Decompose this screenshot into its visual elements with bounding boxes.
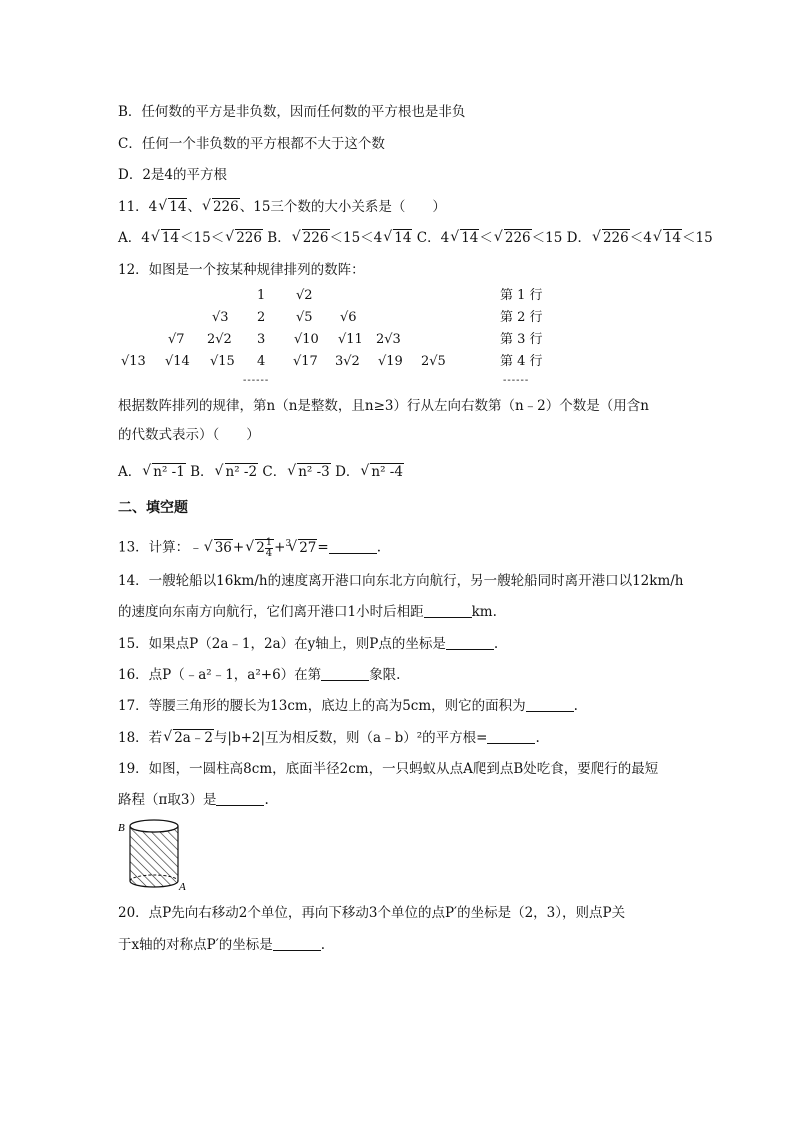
q17: 17．等腰三角形的腰长为13cm，底边上的高为5cm，则它的面积为 . bbox=[118, 698, 578, 714]
q12-rule-line1: 根据数阵排列的规律，第n（n是整数，且n≥3）行从左向右数第（n﹣2）个数是（用含n bbox=[118, 398, 649, 414]
q12-stem: 12．如图是一个按某种规律排列的数阵： bbox=[118, 262, 365, 278]
matrix-cell: 4 bbox=[257, 354, 266, 369]
point-b-label: B bbox=[118, 822, 125, 834]
matrix-row-label: 第 2 行 bbox=[500, 310, 543, 325]
answer-blank[interactable] bbox=[446, 635, 494, 650]
answer-blank[interactable] bbox=[273, 936, 321, 951]
matrix-cell: √13 bbox=[121, 354, 146, 369]
q10-option-d: D．2是4的平方根 bbox=[118, 167, 228, 183]
matrix-cell: √10 bbox=[294, 332, 319, 347]
sqrt-14: √ 14 bbox=[158, 197, 187, 217]
matrix-cell: 2√5 bbox=[421, 354, 446, 369]
matrix-cell: √6 bbox=[340, 310, 357, 325]
q11-options: A．4√ 14＜15＜√ 226 B．√ 226＜15＜4√ 14 C．4√ 14＜√ 226＜15 D．√ 226＜4√ 14＜15 bbox=[118, 228, 713, 248]
matrix-cell: 2√3 bbox=[376, 332, 401, 347]
sqrt-226: √ 226 bbox=[202, 197, 240, 217]
answer-blank[interactable] bbox=[321, 666, 369, 681]
q20-line1: 20．点P先向右移动2个单位，再向下移动3个单位的点P′的坐标是（2，3），则点P关 bbox=[118, 905, 626, 921]
matrix-cell: √11 bbox=[338, 332, 363, 347]
matrix-row-label: 第 4 行 bbox=[500, 354, 543, 369]
matrix-ellipsis: ------ bbox=[243, 375, 270, 386]
matrix-cell: √7 bbox=[168, 332, 185, 347]
answer-blank[interactable] bbox=[487, 729, 535, 744]
q20-line2: 于x轴的对称点P′的坐标是 . bbox=[118, 937, 326, 953]
answer-blank[interactable] bbox=[424, 603, 472, 618]
q13: 13．计算：﹣√ 36+√ 2 $\frac{1}{4}$ +$^3$√ 27= . bbox=[118, 534, 381, 559]
q15: 15．如果点P（2a﹣1，2a）在y轴上，则P点的坐标是 . bbox=[118, 636, 499, 652]
matrix-cell: 1 bbox=[257, 288, 266, 303]
section-title-fill-in: 二、填空题 bbox=[118, 500, 188, 516]
q12-rule-line2: 的代数式表示）（ ） bbox=[118, 427, 260, 443]
matrix-cell: √19 bbox=[378, 354, 403, 369]
matrix-row-label: 第 1 行 bbox=[500, 288, 543, 303]
q18: 18．若√ 2a﹣2与|b+2|互为相反数，则（a﹣b）²的平方根= . bbox=[118, 728, 540, 748]
q10-option-b: B．任何数的平方是非负数，因而任何数的平方根也是非负 bbox=[118, 104, 466, 120]
matrix-cell: 3√2 bbox=[335, 354, 360, 369]
point-a-label: A bbox=[179, 881, 186, 893]
q10-option-c: C．任何一个非负数的平方根都不大于这个数 bbox=[118, 136, 385, 152]
matrix-cell: 2√2 bbox=[207, 332, 232, 347]
answer-blank[interactable] bbox=[329, 539, 377, 554]
matrix-cell: √5 bbox=[296, 310, 313, 325]
matrix-cell: √3 bbox=[212, 310, 229, 325]
matrix-cell: √2 bbox=[296, 288, 313, 303]
answer-blank[interactable] bbox=[216, 791, 264, 806]
q11-stem: 11．4√ 14、√ 226、15三个数的大小关系是（ ） bbox=[118, 197, 446, 217]
answer-blank[interactable] bbox=[526, 697, 574, 712]
q19-line1: 19．如图，一圆柱高8cm，底面半径2cm，一只蚂蚁从点A爬到点B处吃食，要爬行的最短 bbox=[118, 761, 659, 777]
matrix-cell: 3 bbox=[257, 332, 266, 347]
matrix-cell: √15 bbox=[210, 354, 235, 369]
q14-line1: 14．一艘轮船以16km/h的速度离开港口向东北方向航行，另一艘轮船同时离开港口以12km/h bbox=[118, 573, 684, 589]
matrix-cell: 2 bbox=[257, 310, 266, 325]
matrix-ellipsis: ------ bbox=[503, 375, 530, 386]
q12-options: A．√ n² -1 B．√ n² -2 C．√ n² -3 D．√ n² -4 bbox=[118, 462, 404, 482]
matrix-row-label: 第 3 行 bbox=[500, 332, 543, 347]
q19-line2: 路程（π取3）是 . bbox=[118, 792, 269, 808]
matrix-cell: √14 bbox=[165, 354, 190, 369]
matrix-cell: √17 bbox=[293, 354, 318, 369]
q14-line2: 的速度向东南方向航行，它们离开港口1小时后相距 km. bbox=[118, 604, 497, 620]
q16: 16．点P（﹣a²﹣1，a²+6）在第 象限. bbox=[118, 667, 401, 683]
cylinder-figure bbox=[116, 814, 196, 894]
